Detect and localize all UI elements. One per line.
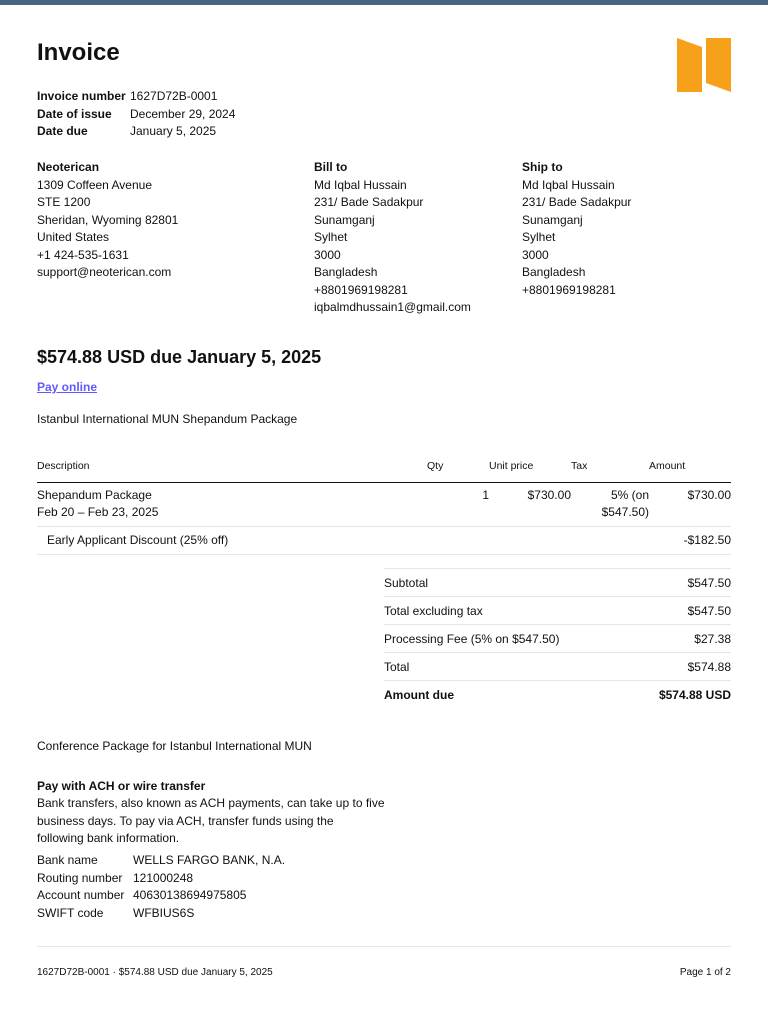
item-amount: $730.00 <box>649 482 731 526</box>
amount-header: Amount <box>649 455 731 482</box>
from-line: +1 424-535-1631 <box>37 247 129 262</box>
table-row <box>37 482 731 526</box>
item-unit-price: $730.00 <box>489 482 571 526</box>
footer-summary: 1627D72B-0001 · $574.88 USD due January 5, 2025 <box>37 967 273 978</box>
bill-to-line: +8801969198281 <box>314 282 408 297</box>
invoice-number-label: Invoice number <box>37 89 126 103</box>
processing-fee-value: $27.38 <box>694 632 731 646</box>
ach-text-line: Bank transfers, also known as ACH payments, can take up to five <box>37 796 385 810</box>
item-qty: 1 <box>427 482 489 526</box>
ship-to-line: 231/ Bade Sadakpur <box>522 195 632 209</box>
footer-divider <box>37 946 731 947</box>
invoice-memo: Istanbul International MUN Shepandum Package <box>37 412 298 426</box>
bill-to-line: 3000 <box>314 247 341 262</box>
routing-number-row <box>37 870 285 888</box>
ach-description <box>37 795 397 848</box>
total-excluding-tax-label: Total excluding tax <box>384 604 483 618</box>
date-due-label: Date due <box>37 124 88 138</box>
ship-to-line: +8801969198281 <box>522 282 616 297</box>
ach-text-line: following bank information. <box>37 831 180 845</box>
routing-number-label: Routing number <box>37 870 123 885</box>
pay-online-link[interactable]: Pay online <box>37 380 98 394</box>
bill-to-line: Sunamganj <box>314 212 375 227</box>
invoice-meta <box>37 88 235 141</box>
invoice-number-row <box>37 88 235 106</box>
discount-label: Early Applicant Discount (25% off) <box>37 526 649 554</box>
amount-due-value: $574.88 USD <box>658 688 731 702</box>
qty-header: Qty <box>427 455 489 482</box>
from-address <box>37 159 237 282</box>
bill-to-heading: Bill to <box>314 160 348 174</box>
subtotal-row <box>384 568 731 596</box>
footer-memo: Conference Package for Istanbul International MUN <box>37 739 312 753</box>
account-number-value: 40630138694975805 <box>133 888 247 902</box>
tax-header: Tax <box>571 455 649 482</box>
ship-to-line: 3000 <box>522 247 549 262</box>
ship-to-address <box>522 159 722 299</box>
bank-name-label: Bank name <box>37 853 98 867</box>
total-row <box>384 652 731 680</box>
from-line: Sheridan, Wyoming 82801 <box>37 212 179 227</box>
item-tax-cell <box>571 482 649 526</box>
discount-amount: -$182.50 <box>649 526 731 554</box>
neoterican-logo-icon <box>676 37 732 93</box>
page-title: Invoice <box>37 39 120 66</box>
total-excluding-tax-value: $547.50 <box>687 604 731 618</box>
swift-code-row <box>37 905 285 923</box>
top-accent-bar <box>0 0 768 5</box>
ship-to-line: Sunamganj <box>522 212 583 227</box>
account-number-row <box>37 887 285 905</box>
ach-text-line: business days. To pay via ACH, transfer funds using the <box>37 813 334 828</box>
ship-to-line: Bangladesh <box>522 265 586 279</box>
account-number-label: Account number <box>37 888 125 902</box>
date-due-value: January 5, 2025 <box>130 124 217 138</box>
from-line: STE 1200 <box>37 195 91 209</box>
swift-code-value: WFBIUS6S <box>133 905 195 920</box>
discount-row <box>37 526 731 554</box>
ship-to-line: Md Iqbal Hussain <box>522 177 615 192</box>
processing-fee-row <box>384 624 731 652</box>
bill-to-line: 231/ Bade Sadakpur <box>314 195 424 209</box>
total-excluding-tax-row <box>384 596 731 624</box>
table-header-row <box>37 455 731 482</box>
date-due-row <box>37 123 235 141</box>
from-line: United States <box>37 230 110 244</box>
subtotal-value: $547.50 <box>687 576 731 590</box>
total-label: Total <box>384 660 410 674</box>
totals-section <box>384 568 731 708</box>
total-value: $574.88 <box>687 660 731 674</box>
from-name: Neoterican <box>37 160 100 174</box>
bank-name-value: WELLS FARGO BANK, N.A. <box>133 853 286 867</box>
invoice-number-value: 1627D72B-0001 <box>130 89 218 103</box>
ach-title: Pay with ACH or wire transfer <box>37 779 206 793</box>
from-line: 1309 Coffeen Avenue <box>37 177 152 192</box>
page-number: Page 1 of 2 <box>679 967 731 978</box>
routing-number-value: 121000248 <box>133 870 194 885</box>
date-of-issue-value: December 29, 2024 <box>130 106 236 121</box>
bill-to-line: Sylhet <box>314 230 348 244</box>
processing-fee-label: Processing Fee (5% on $547.50) <box>384 632 560 646</box>
amount-due-label: Amount due <box>384 688 454 702</box>
item-description: Shepandum Package <box>37 487 152 502</box>
amount-due-row <box>384 680 731 708</box>
ship-to-line: Sylhet <box>522 230 556 244</box>
bill-to-address <box>314 159 514 317</box>
date-of-issue-label: Date of issue <box>37 106 112 121</box>
bank-name-row <box>37 852 285 870</box>
bill-to-line: Bangladesh <box>314 265 378 279</box>
bank-details <box>37 852 285 922</box>
item-description-cell <box>37 482 427 526</box>
item-tax-line: $547.50) <box>601 505 649 519</box>
ship-to-heading: Ship to <box>522 160 563 174</box>
unit-price-header: Unit price <box>489 455 571 482</box>
from-email: support@neoterican.com <box>37 265 172 279</box>
amount-due-heading: $574.88 USD due January 5, 2025 <box>37 347 322 367</box>
item-period: Feb 20 – Feb 23, 2025 <box>37 505 159 519</box>
description-header: Description <box>37 455 427 482</box>
item-tax-line: 5% (on <box>610 487 649 502</box>
bill-to-email: iqbalmdhussain1@gmail.com <box>314 300 471 314</box>
swift-code-label: SWIFT code <box>37 905 104 920</box>
subtotal-label: Subtotal <box>384 576 429 590</box>
line-items-table <box>37 455 731 555</box>
date-of-issue-row <box>37 106 235 124</box>
bill-to-line: Md Iqbal Hussain <box>314 177 407 192</box>
